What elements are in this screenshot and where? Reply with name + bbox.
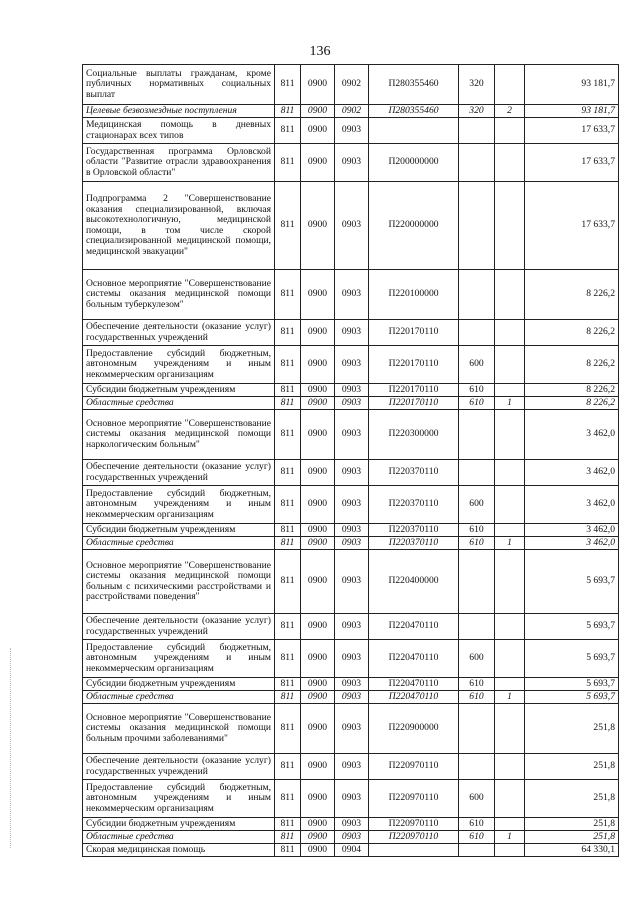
row-grbs: 811 [275, 831, 301, 844]
row-target-article: П220170110 [369, 320, 459, 346]
table-row [83, 105, 619, 118]
row-name: Предоставление субсидий бюджетным, автономным учреждениям и иным некоммерческим организациям [83, 780, 275, 818]
row-amount: 8 226,2 [525, 270, 619, 320]
row-grbs: 811 [275, 754, 301, 780]
row-amount: 251,8 [525, 704, 619, 754]
row-name: Областные средства [83, 691, 275, 704]
row-source-code [495, 144, 525, 182]
row-section: 0900 [301, 65, 335, 105]
row-expense-type: 600 [459, 346, 495, 384]
row-target-article: П220470110 [369, 691, 459, 704]
row-expense-type [459, 844, 495, 857]
page-number: 136 [309, 44, 331, 59]
row-source-code [495, 844, 525, 857]
table-row [83, 524, 619, 537]
row-section: 0900 [301, 410, 335, 460]
row-subsection: 0903 [335, 818, 369, 831]
row-source-code: 1 [495, 397, 525, 410]
row-target-article: П220100000 [369, 270, 459, 320]
row-name: Целевые безвозмездные поступления [83, 105, 275, 118]
row-amount: 3 462,0 [525, 524, 619, 537]
row-section: 0900 [301, 320, 335, 346]
row-grbs: 811 [275, 460, 301, 486]
row-grbs: 811 [275, 384, 301, 397]
row-amount: 64 330,1 [525, 844, 619, 857]
row-section: 0900 [301, 704, 335, 754]
row-source-code [495, 270, 525, 320]
row-target-article: П220170110 [369, 397, 459, 410]
row-amount: 251,8 [525, 831, 619, 844]
row-subsection: 0903 [335, 524, 369, 537]
row-section: 0900 [301, 844, 335, 857]
row-target-article: П220170110 [369, 384, 459, 397]
row-amount: 17 633,7 [525, 182, 619, 270]
row-section: 0900 [301, 346, 335, 384]
row-grbs: 811 [275, 182, 301, 270]
row-grbs: 811 [275, 320, 301, 346]
row-name: Основное мероприятие "Совершенствование системы оказания медицинской помощи больным прочими заболеваниями" [83, 704, 275, 754]
row-subsection: 0903 [335, 270, 369, 320]
row-grbs: 811 [275, 818, 301, 831]
row-name: Предоставление субсидий бюджетным, автономным учреждениям и иным некоммерческим организациям [83, 486, 275, 524]
table-row [83, 410, 619, 460]
row-grbs: 811 [275, 346, 301, 384]
row-name: Областные средства [83, 397, 275, 410]
row-expense-type [459, 754, 495, 780]
row-grbs: 811 [275, 105, 301, 118]
row-source-code [495, 640, 525, 678]
table-row [83, 270, 619, 320]
row-subsection: 0902 [335, 65, 369, 105]
table-row [83, 691, 619, 704]
row-expense-type: 610 [459, 831, 495, 844]
row-name: Обеспечение деятельности (оказание услуг) государственных учреждений [83, 614, 275, 640]
row-name: Социальные выплаты гражданам, кроме публичных нормативных социальных выплат [83, 65, 275, 105]
row-target-article: П220370110 [369, 524, 459, 537]
row-amount: 8 226,2 [525, 346, 619, 384]
row-subsection: 0903 [335, 691, 369, 704]
row-target-article: П220370110 [369, 537, 459, 550]
row-grbs: 811 [275, 537, 301, 550]
table-row [83, 460, 619, 486]
row-amount: 5 693,7 [525, 614, 619, 640]
table-row [83, 844, 619, 857]
row-name: Обеспечение деятельности (оказание услуг) государственных учреждений [83, 754, 275, 780]
row-source-code [495, 118, 525, 144]
row-source-code: 1 [495, 831, 525, 844]
row-source-code [495, 320, 525, 346]
row-source-code [495, 182, 525, 270]
row-expense-type: 610 [459, 678, 495, 691]
row-target-article: П220470110 [369, 614, 459, 640]
row-subsection: 0903 [335, 486, 369, 524]
row-grbs: 811 [275, 844, 301, 857]
table-row [83, 640, 619, 678]
table-row [83, 320, 619, 346]
row-source-code [495, 346, 525, 384]
row-expense-type: 610 [459, 384, 495, 397]
row-expense-type: 600 [459, 780, 495, 818]
table-row [83, 346, 619, 384]
row-target-article: П220970110 [369, 780, 459, 818]
row-subsection: 0902 [335, 105, 369, 118]
row-target-article: П280355460 [369, 105, 459, 118]
row-source-code: 1 [495, 691, 525, 704]
row-amount: 8 226,2 [525, 397, 619, 410]
row-name: Предоставление субсидий бюджетным, автономным учреждениям и иным некоммерческим организациям [83, 346, 275, 384]
row-source-code [495, 460, 525, 486]
row-name: Скорая медицинская помощь [83, 844, 275, 857]
row-grbs: 811 [275, 780, 301, 818]
row-source-code [495, 524, 525, 537]
row-subsection: 0903 [335, 614, 369, 640]
row-source-code: 1 [495, 537, 525, 550]
scan-margin-marks [10, 648, 13, 848]
row-target-article: П220970110 [369, 831, 459, 844]
row-amount: 17 633,7 [525, 144, 619, 182]
row-section: 0900 [301, 614, 335, 640]
row-name: Областные средства [83, 831, 275, 844]
row-target-article: П220400000 [369, 550, 459, 614]
row-name: Обеспечение деятельности (оказание услуг) государственных учреждений [83, 460, 275, 486]
row-name: Обеспечение деятельности (оказание услуг) государственных учреждений [83, 320, 275, 346]
row-amount: 8 226,2 [525, 384, 619, 397]
row-grbs: 811 [275, 65, 301, 105]
row-expense-type: 600 [459, 640, 495, 678]
row-target-article: П200000000 [369, 144, 459, 182]
row-expense-type [459, 614, 495, 640]
row-subsection: 0903 [335, 704, 369, 754]
row-subsection: 0903 [335, 460, 369, 486]
row-expense-type: 320 [459, 105, 495, 118]
row-section: 0900 [301, 460, 335, 486]
table-row [83, 831, 619, 844]
row-amount: 8 226,2 [525, 320, 619, 346]
row-name: Субсидии бюджетным учреждениям [83, 384, 275, 397]
row-section: 0900 [301, 780, 335, 818]
row-source-code [495, 486, 525, 524]
row-expense-type: 610 [459, 524, 495, 537]
row-target-article: П280355460 [369, 65, 459, 105]
row-name: Основное мероприятие "Совершенствование системы оказания медицинской помощи больным туберкулезом" [83, 270, 275, 320]
row-section: 0900 [301, 384, 335, 397]
row-amount: 3 462,0 [525, 410, 619, 460]
row-section: 0900 [301, 691, 335, 704]
row-name: Субсидии бюджетным учреждениям [83, 818, 275, 831]
row-expense-type: 600 [459, 486, 495, 524]
row-amount: 3 462,0 [525, 460, 619, 486]
row-section: 0900 [301, 118, 335, 144]
row-grbs: 811 [275, 486, 301, 524]
row-grbs: 811 [275, 550, 301, 614]
row-amount: 251,8 [525, 754, 619, 780]
row-expense-type [459, 144, 495, 182]
row-target-article: П220900000 [369, 704, 459, 754]
row-subsection: 0903 [335, 831, 369, 844]
row-expense-type [459, 550, 495, 614]
row-name: Субсидии бюджетным учреждениям [83, 678, 275, 691]
row-source-code [495, 410, 525, 460]
row-subsection: 0903 [335, 550, 369, 614]
row-source-code [495, 614, 525, 640]
row-subsection: 0904 [335, 844, 369, 857]
row-name: Подпрограмма 2 "Совершенствование оказания специализированной, включая высокотехнологичную, медицинской помощи, в том числе скорой специализированной медицинской помощи, медицинской эвакуации" [83, 182, 275, 270]
row-source-code [495, 550, 525, 614]
table-row [83, 537, 619, 550]
row-subsection: 0903 [335, 182, 369, 270]
row-target-article: П220470110 [369, 640, 459, 678]
table-row [83, 118, 619, 144]
row-expense-type: 610 [459, 818, 495, 831]
table-row [83, 614, 619, 640]
row-source-code [495, 678, 525, 691]
row-grbs: 811 [275, 691, 301, 704]
row-subsection: 0903 [335, 346, 369, 384]
row-amount: 93 181,7 [525, 105, 619, 118]
row-amount: 251,8 [525, 780, 619, 818]
budget-table-body [83, 65, 619, 857]
row-target-article: П220470110 [369, 678, 459, 691]
row-section: 0900 [301, 537, 335, 550]
row-target-article: П220370110 [369, 486, 459, 524]
row-target-article [369, 118, 459, 144]
row-subsection: 0903 [335, 410, 369, 460]
row-subsection: 0903 [335, 384, 369, 397]
row-section: 0900 [301, 831, 335, 844]
row-expense-type: 320 [459, 65, 495, 105]
row-section: 0900 [301, 550, 335, 614]
row-subsection: 0903 [335, 320, 369, 346]
row-subsection: 0903 [335, 397, 369, 410]
row-subsection: 0903 [335, 640, 369, 678]
row-target-article: П220300000 [369, 410, 459, 460]
table-row [83, 65, 619, 105]
table-row [83, 144, 619, 182]
row-amount: 3 462,0 [525, 486, 619, 524]
row-subsection: 0903 [335, 754, 369, 780]
row-expense-type [459, 182, 495, 270]
table-row [83, 678, 619, 691]
row-name: Медицинская помощь в дневных стационарах всех типов [83, 118, 275, 144]
row-section: 0900 [301, 397, 335, 410]
row-subsection: 0903 [335, 537, 369, 550]
row-section: 0900 [301, 754, 335, 780]
row-expense-type [459, 460, 495, 486]
row-grbs: 811 [275, 144, 301, 182]
row-section: 0900 [301, 270, 335, 320]
budget-table [82, 64, 619, 857]
table-row [83, 486, 619, 524]
row-grbs: 811 [275, 614, 301, 640]
table-row [83, 182, 619, 270]
row-source-code: 2 [495, 105, 525, 118]
row-subsection: 0903 [335, 144, 369, 182]
row-source-code [495, 818, 525, 831]
row-expense-type: 610 [459, 397, 495, 410]
row-expense-type [459, 270, 495, 320]
row-grbs: 811 [275, 640, 301, 678]
row-name: Субсидии бюджетным учреждениям [83, 524, 275, 537]
row-source-code [495, 780, 525, 818]
row-expense-type [459, 410, 495, 460]
row-section: 0900 [301, 182, 335, 270]
row-amount: 17 633,7 [525, 118, 619, 144]
row-amount: 3 462,0 [525, 537, 619, 550]
row-name: Областные средства [83, 537, 275, 550]
row-amount: 5 693,7 [525, 691, 619, 704]
row-section: 0900 [301, 144, 335, 182]
row-section: 0900 [301, 818, 335, 831]
row-amount: 5 693,7 [525, 678, 619, 691]
row-grbs: 811 [275, 397, 301, 410]
row-name: Предоставление субсидий бюджетным, автономным учреждениям и иным некоммерческим организациям [83, 640, 275, 678]
row-grbs: 811 [275, 410, 301, 460]
row-expense-type [459, 118, 495, 144]
row-subsection: 0903 [335, 678, 369, 691]
row-amount: 5 693,7 [525, 640, 619, 678]
table-row [83, 754, 619, 780]
row-section: 0900 [301, 105, 335, 118]
row-grbs: 811 [275, 524, 301, 537]
row-expense-type: 610 [459, 691, 495, 704]
row-section: 0900 [301, 640, 335, 678]
row-section: 0900 [301, 486, 335, 524]
row-source-code [495, 384, 525, 397]
row-target-article: П220370110 [369, 460, 459, 486]
row-source-code [495, 754, 525, 780]
row-target-article: П220970110 [369, 754, 459, 780]
row-target-article: П220170110 [369, 346, 459, 384]
row-grbs: 811 [275, 118, 301, 144]
row-expense-type [459, 704, 495, 754]
row-subsection: 0903 [335, 118, 369, 144]
row-target-article: П220970110 [369, 818, 459, 831]
table-row [83, 818, 619, 831]
row-section: 0900 [301, 678, 335, 691]
row-amount: 251,8 [525, 818, 619, 831]
row-grbs: 811 [275, 704, 301, 754]
row-name: Основное мероприятие "Совершенствование системы оказания медицинской помощи больным с психическими расстройствами и расстройствами поведения" [83, 550, 275, 614]
row-source-code [495, 704, 525, 754]
row-name: Государственная программа Орловской области "Развитие отрасли здравоохранения в Орловской области" [83, 144, 275, 182]
row-target-article [369, 844, 459, 857]
table-row [83, 384, 619, 397]
row-section: 0900 [301, 524, 335, 537]
row-expense-type [459, 320, 495, 346]
table-row [83, 704, 619, 754]
table-row [83, 397, 619, 410]
row-expense-type: 610 [459, 537, 495, 550]
row-grbs: 811 [275, 678, 301, 691]
row-source-code [495, 65, 525, 105]
table-row [83, 780, 619, 818]
table-row [83, 550, 619, 614]
row-target-article: П220000000 [369, 182, 459, 270]
row-grbs: 811 [275, 270, 301, 320]
row-amount: 93 181,7 [525, 65, 619, 105]
row-subsection: 0903 [335, 780, 369, 818]
row-amount: 5 693,7 [525, 550, 619, 614]
row-name: Основное мероприятие "Совершенствование системы оказания медицинской помощи наркологическим больным" [83, 410, 275, 460]
